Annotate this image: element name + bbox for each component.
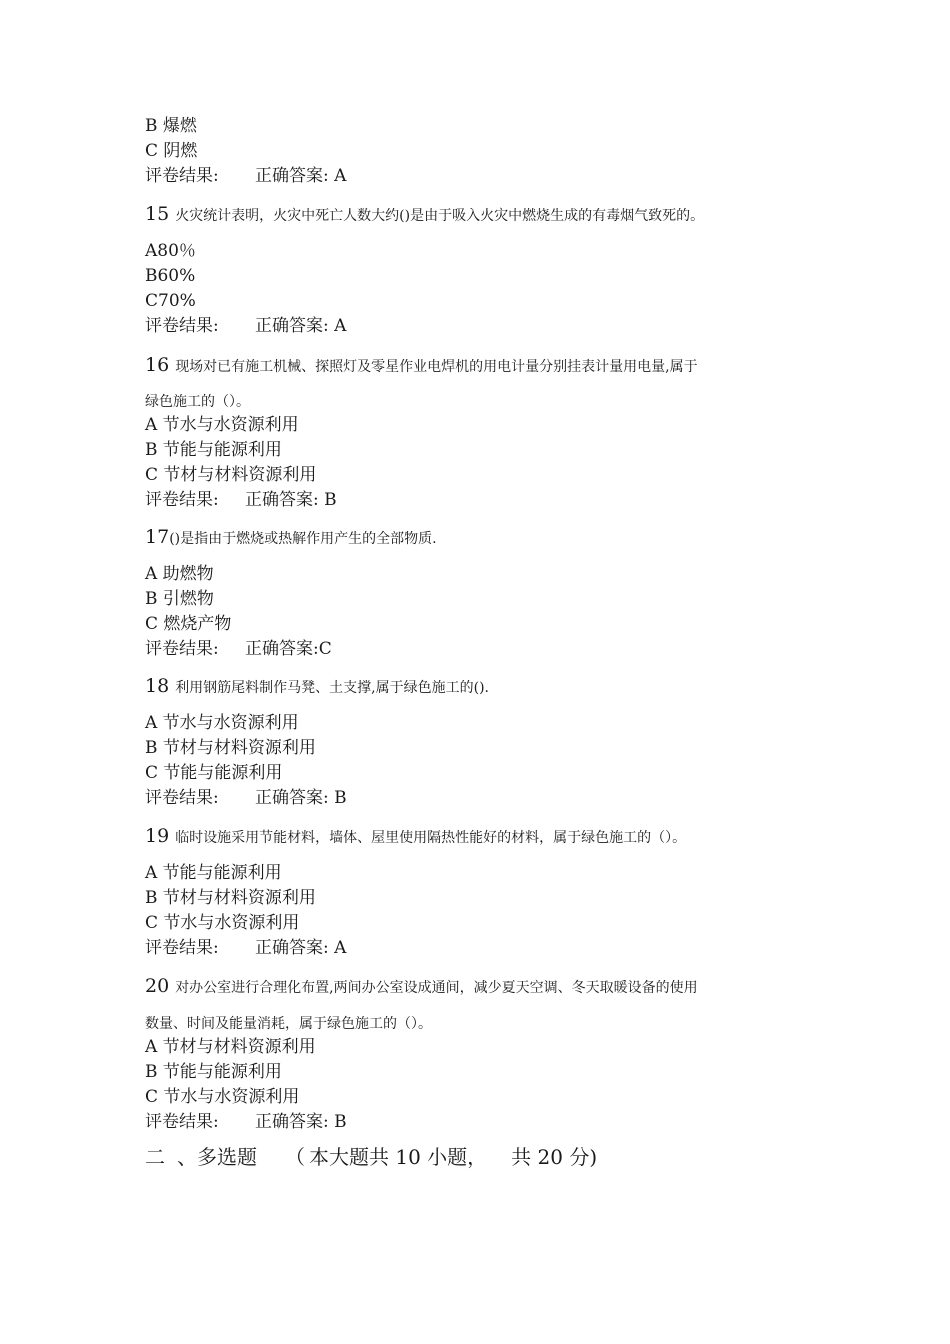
question-number: 19 xyxy=(145,825,170,847)
question-19 xyxy=(145,825,686,849)
question-text: ()是指由于燃烧或热解作用产生的全部物质. xyxy=(169,531,437,547)
result-line xyxy=(145,315,346,337)
question-15 xyxy=(145,203,704,227)
answer-text: 正确答案: B xyxy=(245,490,337,510)
answer-text: 正确答案:C xyxy=(245,639,332,659)
option-c: C 节材与材料资源利用 xyxy=(145,465,317,485)
option-a: A80％ xyxy=(145,241,196,261)
option-b: B 节材与材料资源利用 xyxy=(145,738,316,758)
section-heading xyxy=(145,1144,597,1170)
section-title: 、多选题 xyxy=(177,1145,257,1169)
option-c: C70% xyxy=(145,291,196,311)
question-number: 20 xyxy=(145,975,170,997)
option-b: B 节能与能源利用 xyxy=(145,440,282,460)
option-a: A 助燃物 xyxy=(145,564,214,584)
result-label: 评卷结果: xyxy=(145,316,219,336)
result-label: 评卷结果: xyxy=(145,490,219,510)
answer-text: 正确答案: A xyxy=(255,166,347,186)
option-b: B 节能与能源利用 xyxy=(145,1062,282,1082)
option-a: A 节水与水资源利用 xyxy=(145,415,299,435)
result-label: 评卷结果: xyxy=(145,639,219,659)
question-18 xyxy=(145,675,489,699)
question-16 xyxy=(145,354,698,378)
option-c: C 节水与水资源利用 xyxy=(145,1087,300,1107)
option-a: A 节能与能源利用 xyxy=(145,863,282,883)
option-b: B 引燃物 xyxy=(145,589,214,609)
answer-text: 正确答案: A xyxy=(255,316,347,336)
section-paren: （ xyxy=(285,1145,305,1169)
option-c: C 阴燃 xyxy=(145,141,198,161)
option-c: C 节能与能源利用 xyxy=(145,763,283,783)
section-number: 二 xyxy=(145,1145,165,1169)
question-text: 现场对已有施工机械、探照灯及零星作业电焊机的用电计量分别挂表计量用电量,属于 xyxy=(175,359,698,375)
question-text: 临时设施采用节能材料，墙体、屋里使用隔热性能好的材料，属于绿色施工的（）。 xyxy=(175,830,687,846)
answer-text: 正确答案: A xyxy=(255,938,347,958)
question-text: 对办公室进行合理化布置,两间办公室设成通间，减少夏天空调、冬天取暖设备的使用 xyxy=(175,980,698,996)
result-line xyxy=(145,937,346,959)
result-label: 评卷结果: xyxy=(145,788,219,808)
option-b: B 爆燃 xyxy=(145,116,197,136)
section-count: 本大题共 10 小题， xyxy=(309,1145,488,1169)
option-c: C 节水与水资源利用 xyxy=(145,913,300,933)
result-label: 评卷结果: xyxy=(145,1112,219,1132)
result-label: 评卷结果: xyxy=(145,166,219,186)
question-17 xyxy=(145,526,437,550)
question-number: 16 xyxy=(145,354,170,376)
option-a: A 节水与水资源利用 xyxy=(145,713,299,733)
result-line xyxy=(145,787,347,809)
option-b: B60% xyxy=(145,266,196,286)
answer-text: 正确答案: B xyxy=(255,788,347,808)
question-number: 17 xyxy=(145,526,170,548)
result-line xyxy=(145,165,346,187)
result-line xyxy=(145,1111,347,1133)
section-score: 共 20 分) xyxy=(511,1145,598,1169)
question-number: 18 xyxy=(145,675,170,697)
question-number: 15 xyxy=(145,203,170,225)
question-20 xyxy=(145,975,698,999)
option-b: B 节材与材料资源利用 xyxy=(145,888,316,908)
result-label: 评卷结果: xyxy=(145,938,219,958)
question-text: 利用钢筋尾料制作马凳、土支撑,属于绿色施工的(). xyxy=(175,680,490,696)
option-a: A 节材与材料资源利用 xyxy=(145,1037,316,1057)
question-text-continued: 数量、时间及能量消耗，属于绿色施工的（）。 xyxy=(145,1016,432,1032)
result-line xyxy=(145,489,337,511)
result-line xyxy=(145,638,332,660)
question-text-continued: 绿色施工的（）。 xyxy=(145,394,250,410)
question-text: 火灾统计表明，火灾中死亡人数大约()是由于吸入火灾中燃烧生成的有毒烟气致死的。 xyxy=(175,208,705,224)
answer-text: 正确答案: B xyxy=(255,1112,347,1132)
option-c: C 燃烧产物 xyxy=(145,614,232,634)
